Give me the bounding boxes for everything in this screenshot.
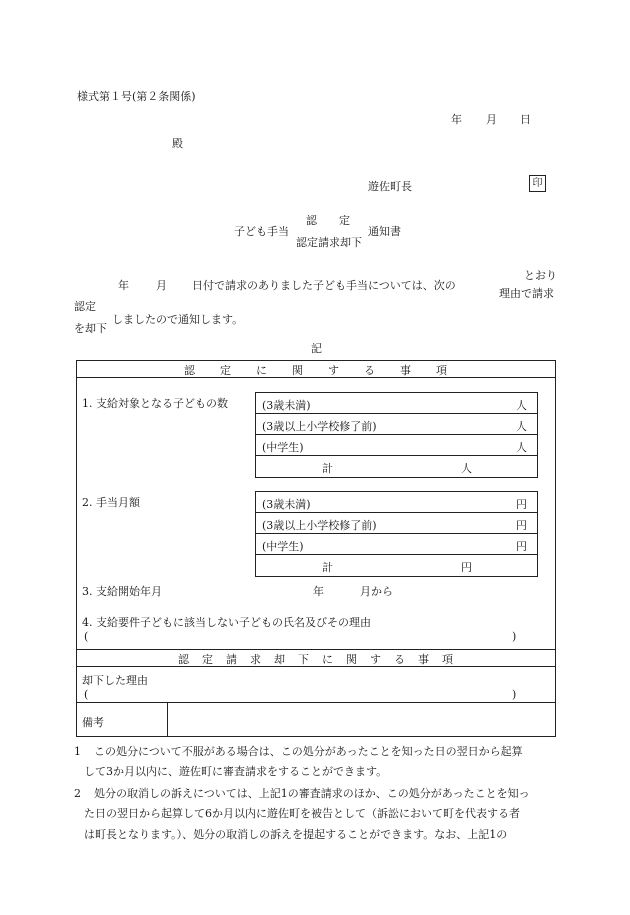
row-label: (中学生) [262,540,304,553]
table-row [256,435,537,456]
remarks-label: 備考 [82,716,104,729]
row-label: (3歳未満) [262,498,311,511]
note-number: 1 [74,745,81,758]
intro-tail: しましたので通知します。 [112,313,244,326]
date-year: 年 [451,113,462,126]
section2-header: 認 定 請 求 却 下 に 関 す る 事 項 [178,653,454,666]
total-unit: 人 [461,462,472,475]
row-label: (中学生) [262,441,304,454]
table-row [256,513,537,534]
divider [76,666,556,667]
intro-option-approve: とおり [524,269,557,282]
divider [167,702,168,737]
date-day: 日 [520,113,531,126]
table-row [256,534,537,555]
total-unit: 円 [461,561,472,574]
paren-open: ( [84,688,89,701]
paren-close: ) [512,688,517,701]
note-line: して3か月以内に、遊佐町に審査請求をすることができます。 [84,765,388,778]
paren-close: ) [512,630,517,643]
intro-month: 月 [156,279,167,292]
divider [76,377,556,378]
note-line: この処分について不服がある場合は、この処分があったことを知った日の翌日から起算 [94,745,523,758]
title-prefix: 子ども手当 [234,225,289,238]
note-line: は町長となります。）、処分の取消しの訴えを提起することができます。なお、上記1の [84,828,508,841]
allowance-table [255,491,538,577]
intro-option-reject: 理由で請求 [499,287,554,300]
total-label: 計 [322,561,333,574]
total-row [256,555,537,576]
row-label: (3歳以上小学校修了前) [262,519,377,532]
total-row [256,456,537,477]
divider [76,649,556,650]
date-month: 月 [486,113,497,126]
intro-left-reject: を却下 [74,322,107,335]
intro-year: 年 [118,279,129,292]
child-count-table [255,392,538,478]
paren-open: ( [84,630,89,643]
row-unit: 円 [516,498,527,511]
ki-mark: 記 [311,342,322,355]
item3-year: 年 [313,585,324,598]
reject-reason-label: 却下した理由 [82,674,148,687]
seal-stamp: 印 [529,175,546,192]
intro-left-approve: 認定 [74,300,96,313]
total-label: 計 [322,462,333,475]
table-row [256,414,537,435]
item4-label: 4. 支給要件子どもに該当しない子どもの氏名及びその理由 [82,616,371,629]
item1-label: 1. 支給対象となる子どもの数 [82,397,228,410]
item3-month: 月から [360,585,393,598]
form-number: 様式第１号(第２条関係) [77,90,196,103]
note-line: 処分の取消しの訴えについては、上記1の審査請求のほか、この処分があったことを知っ [94,787,530,800]
intro-text: 日付で請求のありました子ども手当については、次の [192,279,456,292]
row-label: (3歳以上小学校修了前) [262,420,377,433]
row-unit: 円 [516,540,527,553]
note-number: 2 [74,787,81,800]
row-unit: 人 [516,441,527,454]
divider [76,702,556,703]
note-line: た日の翌日から起算して6か月以内に遊佐町を被告として（訴訟において町を代表する者 [84,807,520,820]
item3-label: 3. 支給開始年月 [82,585,162,598]
table-row [256,492,537,513]
row-label: (3歳未満) [262,399,311,412]
table-row [256,393,537,414]
row-unit: 人 [516,420,527,433]
title-option-reject: 認定請求却下 [296,236,362,249]
title-suffix: 通知書 [368,225,401,238]
item2-label: 2. 手当月額 [82,496,140,509]
issuer: 遊佐町長 [368,180,412,193]
row-unit: 円 [516,519,527,532]
row-unit: 人 [516,399,527,412]
addressee-suffix: 殿 [172,137,183,150]
title-option-approve: 認 定 [306,214,350,227]
section1-header: 認 定 に 関 す る 事 項 [184,364,448,377]
